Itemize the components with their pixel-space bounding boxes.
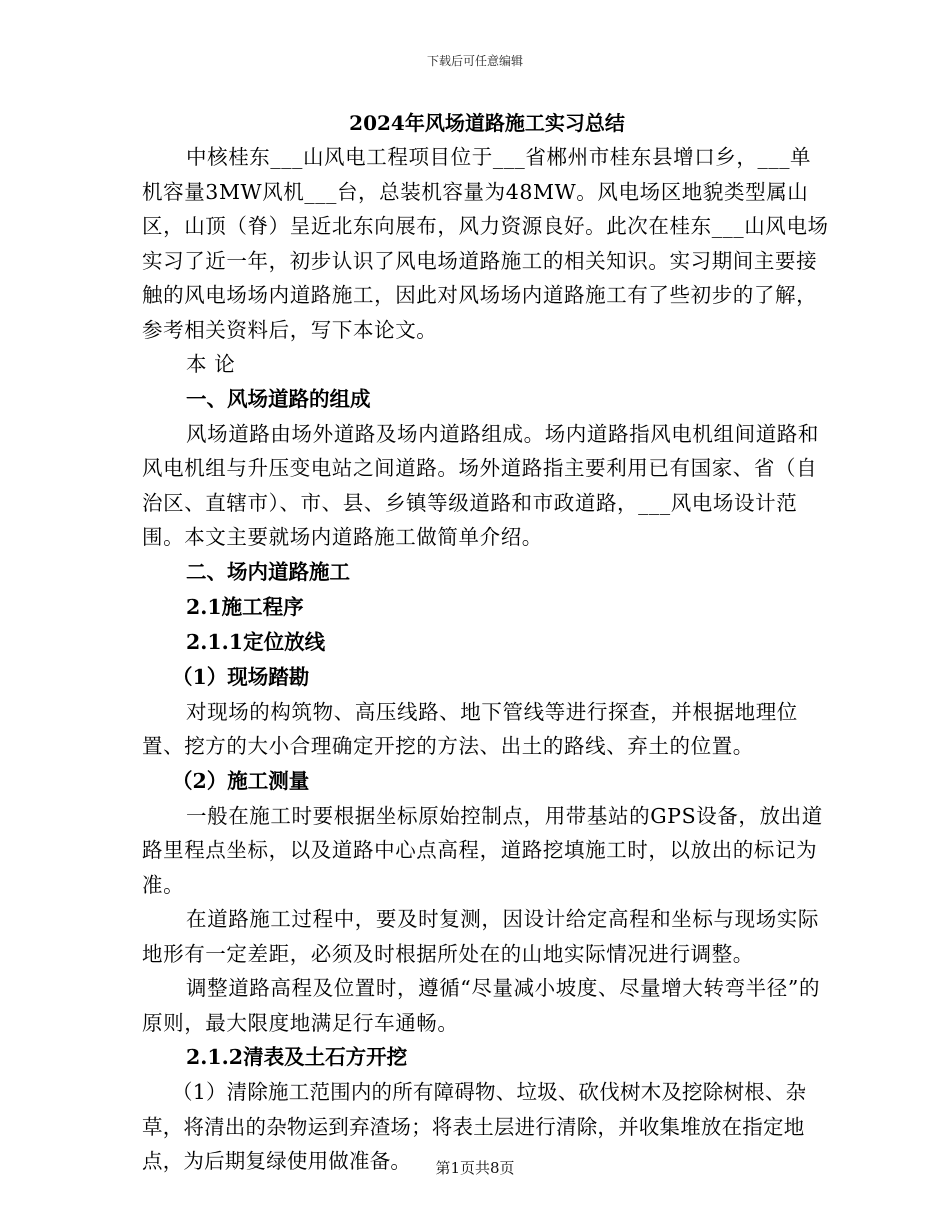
document-body bbox=[142, 108, 832, 1179]
document-title: 2024年风场道路施工实习总结 bbox=[349, 111, 625, 135]
item-heading-measurement: （2）施工测量 bbox=[172, 768, 310, 793]
subsection-heading-2-1-1: 2.1.1定位放线 bbox=[186, 629, 326, 654]
page-header: 下载后可任意编辑 bbox=[426, 54, 523, 68]
item-heading-survey: （1）现场踏勘 bbox=[172, 664, 310, 689]
measurement-paragraph-1: 一般在施工时要根据坐标原始控制点，用带基站的GPS设备，放出道路里程点坐标，以及道路中心点高程，道路挖填施工时，以放出的标记为准。 bbox=[142, 803, 823, 897]
measurement-paragraph-2: 在道路施工过程中，要及时复测，因设计给定高程和坐标与现场实际地形有一定差距，必须及时根据所处在的山地实际情况进行调整。 bbox=[142, 907, 819, 966]
section-heading-2: 二、场内道路施工 bbox=[186, 559, 350, 584]
section-1-paragraph: 风场道路由场外道路及场内道路组成。场内道路指风电机组间道路和风电机组与升压变电站之间道路。场外道路指主要利用已有国家、省（自治区、直辖市）、市、县、乡镇等级道路和市政道路，___风电场设计范围。本文主要就场内道路施工做简单介绍。 bbox=[142, 421, 819, 549]
body-label: 本 论 bbox=[186, 352, 236, 376]
clearing-paragraph: （1）清除施工范围内的所有障碍物、垃圾、砍伐树木及挖除树根、杂草，将清出的杂物运到弃渣场；将表土层进行清除，并收集堆放在指定地点，为后期复绿使用做准备。 bbox=[142, 1080, 807, 1173]
survey-paragraph: 对现场的构筑物、高压线路、地下管线等进行探查，并根据地理位置、挖方的大小合理确定开挖的方法、出土的路线、弃土的位置。 bbox=[142, 699, 798, 758]
subsection-heading-2-1: 2.1施工程序 bbox=[186, 594, 304, 619]
subsection-heading-2-1-2: 2.1.2清表及土石方开挖 bbox=[186, 1045, 408, 1069]
section-heading-1: 一、风场道路的组成 bbox=[186, 386, 371, 411]
measurement-paragraph-3: 调整道路高程及位置时，遵循“尽量减小坡度、尽量增大转弯半径”的原则，最大限度地满足行车通畅。 bbox=[142, 976, 821, 1035]
intro-paragraph: 中核桂东___山风电工程项目位于___省郴州市桂东县增口乡，___单机容量3MW风机___台，总装机容量为48MW。风电场区地貌类型属山区，山顶（脊）呈近北东向展布，风力资源良好。此次在桂东___山风电场实习了近一年，初步认识了风电场道路施工的相关知识。实习期间主要接触的风电场场内道路施工，因此对风场场内道路施工有了些初步的了解，参考相关资料后，写下本论文。 bbox=[142, 145, 829, 342]
page-footer: 第1页共8页 bbox=[435, 1159, 515, 1177]
